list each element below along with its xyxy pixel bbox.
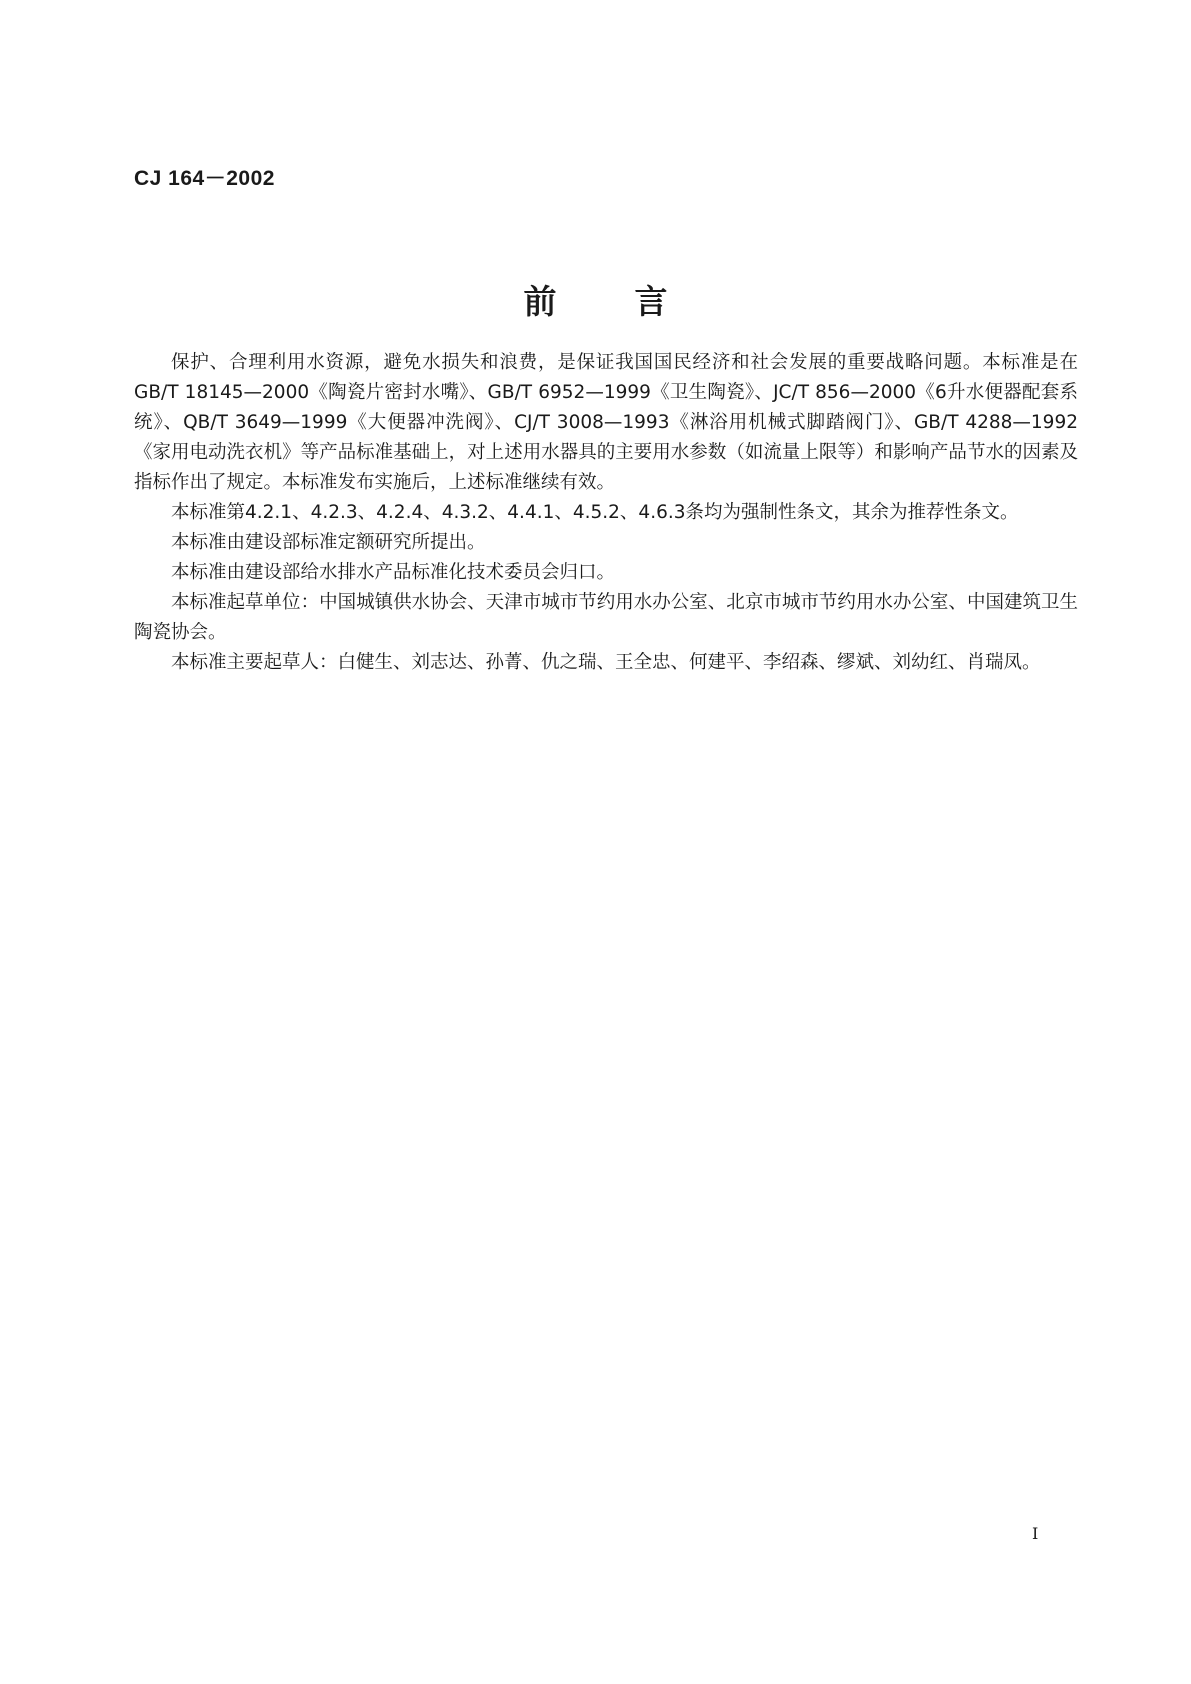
paragraph: 本标准起草单位：中国城镇供水协会、天津市城市节约用水办公室、北京市城市节约用水办公室、中国建筑卫生陶瓷协会。 <box>134 592 1078 643</box>
preface-body <box>134 348 1078 678</box>
page-title: 前言 <box>523 282 746 321</box>
page-number: I <box>1032 1524 1039 1543</box>
paragraph: 本标准第4.2.1、4.2.3、4.2.4、4.3.2、4.4.1、4.5.2、4.6.3条均为强制性条文，其余为推荐性条文。 <box>171 502 1019 523</box>
paragraph: 本标准主要起草人：白健生、刘志达、孙菁、仇之瑞、王全忠、何建平、李绍森、缪斌、刘幼红、肖瑞凤。 <box>171 652 1041 673</box>
paragraph: 保护、合理利用水资源，避免水损失和浪费，是保证我国国民经济和社会发展的重要战略问题。本标准是在GB/T 18145—2000《陶瓷片密封水嘴》、GB/T 6952—1999《卫生陶瓷》、JC/T 856—2000《6升水便器配套系统》、QB/T 3649—1999《大便器冲洗阀》、CJ/T 3008—1993《淋浴用机械式脚踏阀门》、GB/T 4288—1992《家用电动洗衣机》等产品标准基础上，对上述用水器具的主要用水参数（如流量上限等）和影响产品节水的因素及指标作出了规定。本标准发布实施后，上述标准继续有效。 <box>134 352 1078 493</box>
standard-code: CJ 164－2002 <box>134 167 275 190</box>
paragraph: 本标准由建设部给水排水产品标准化技术委员会归口。 <box>171 562 616 583</box>
paragraph: 本标准由建设部标准定额研究所提出。 <box>171 532 486 553</box>
